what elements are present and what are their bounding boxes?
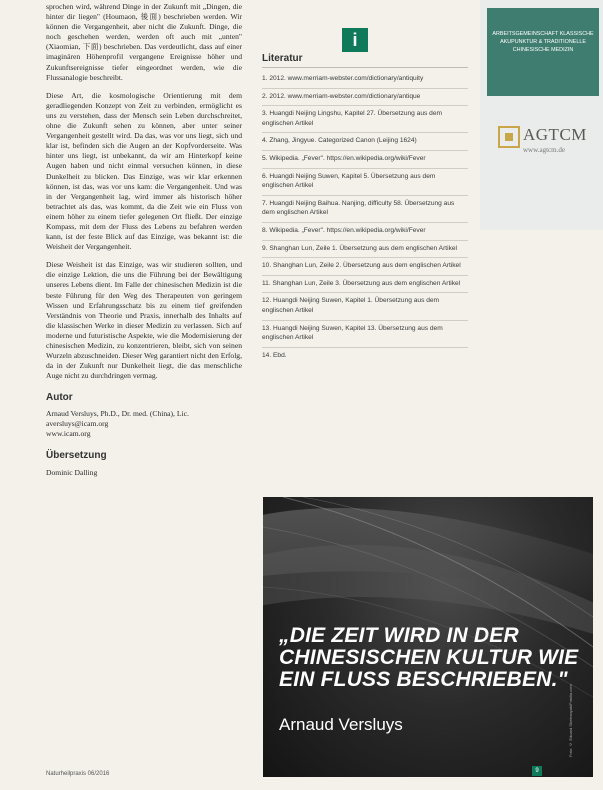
paragraph: Diese Art, die kosmologische Orientierung mit dem geradliegenden Konzept von Zeit zu verbinden, ermöglicht es uns zu verstehen, dass der Mensch sein Leben durchschreitet, ohne die Zukunft sehen zu können, aber unter seiner Vergangenheit gestellt wird. Da das, was vor uns liegt, sich und klar ist, befinden sich die Augen an der Kopfvorderseite. Was hinter uns liegt, ist unbekannt, da wir am Hinterkopf keine Augen haben und nicht einmal versuchen können, in diese Dunkelheit zu blicken. Das Einzige, was wir klar erkennen können, ist das, was vor uns kam: die Vergangenheit. Und was in der Vergangenheit lag, wird immer als historisch höher betrachtet als das, was kommt, da die Zeit wie ein Fluss von einem höher zu einem tiefer gelegenen Ort fließt. Der einzige Kompass, mit dem der Fluss des Lebens zu befahren werden kann, ist der feste Blick auf das Einzige, was bekannt ist: die Weisheit der Vergangenheit. bbox=[46, 90, 242, 252]
pull-quote: „DIE ZEIT WIRD IN DER CHINESISCHEN KULTUR WIE EIN FLUSS BESCHRIEBEN." bbox=[279, 624, 579, 691]
literature-item: 8. Wikipedia. „Fever". https://en.wikipedia.org/wiki/Fever bbox=[262, 223, 468, 241]
literature-item: 13. Huangdi Neijing Suwen, Kapitel 13. Übersetzung aus dem englischen Artikel bbox=[262, 321, 468, 348]
literature-item: 10. Shanghan Lun, Zeile 2. Übersetzung aus dem englischen Artikel bbox=[262, 258, 468, 276]
logo-url[interactable]: www.agtcm.de bbox=[523, 146, 565, 154]
author-website[interactable]: www.icam.org bbox=[46, 429, 91, 439]
literature-item: 11. Shanghan Lun, Zeile 3. Übersetzung aus dem englischen Artikel bbox=[262, 276, 468, 294]
page-footer: Naturheilpraxis 06/2016 bbox=[46, 771, 110, 777]
literature-item: 5. Wikipedia. „Fever". https://en.wikipedia.org/wiki/Fever bbox=[262, 151, 468, 169]
translation-heading: Übersetzung bbox=[46, 450, 107, 462]
literature-item: 1. 2012. www.merriam-webster.com/dictionary/antiquity bbox=[262, 71, 468, 89]
literature-item: 6. Huangdi Neijing Suwen, Kapitel 5. Übersetzung aus dem englischen Artikel bbox=[262, 169, 468, 196]
paragraph: Diese Weisheit ist das Einzige, was wir studieren sollten, und die einzige Lektion, die uns die Führung bei der Bewältigung unseres Lebens dient. Im Falle der chinesischen Medizin ist die beste Führung für den Weg des Therapeuten von geringem Wissen und Erfahrungsschatz bis zu einem tief greifenden Verständnis von Theorie und Praxis, innerhalb des Inhalts auf die klassischen Werke in dieser Medizin zu verlassen. Sich auf moderne und futuristische Aspekte, wie die Modernisierung der chinesischen Medizin, zu konzentrieren, bleibt, sich von seinen Wurzeln abzuschneiden. Dieser Weg garantiert nicht den Erfolg, da in der Zukunft nur Dunkelheit liegt, die das menschliche Auge nicht zu durchdringen vermag. bbox=[46, 260, 242, 381]
literature-item: 14. Ebd. bbox=[262, 351, 287, 359]
literature-item: 3. Huangdi Neijing Lingshu, Kapitel 27. Übersetzung aus dem englischen Artikel bbox=[262, 106, 468, 133]
photo-credit: Foto: © Eduard Shelesnyak/Fotolia.com bbox=[568, 684, 573, 757]
quote-image bbox=[263, 497, 593, 777]
translator-name: Dominic Dalling bbox=[46, 467, 98, 477]
quote-author: Arnaud Versluys bbox=[279, 715, 403, 734]
org-box: ARBEITSGEMEINSCHAFT KLASSISCHE AKUPUNKTUR & TRADITIONELLE CHINESISCHE MEDIZIN bbox=[487, 8, 599, 96]
author-heading: Autor bbox=[46, 392, 73, 404]
article-column bbox=[46, 0, 242, 478]
literature-item: 2. 2012. www.merriam-webster.com/dictionary/antique bbox=[262, 89, 468, 107]
literature-item: 12. Huangdi Neijing Suwen, Kapitel 1. Übersetzung aus dem englischen Artikel bbox=[262, 293, 468, 320]
agtcm-logo-icon bbox=[498, 126, 520, 148]
divider bbox=[262, 67, 468, 68]
literature-item: 9. Shanghan Lun, Zeile 1. Übersetzung aus dem englischen Artikel bbox=[262, 241, 468, 259]
author-info: Arnaud Versluys, Ph.D., Dr. med. (China), Lic. bbox=[46, 409, 189, 419]
literature-item: 4. Zhang, Jingyue. Categorized Canon (Leijing 1624) bbox=[262, 133, 468, 151]
literature-item: 7. Huangdi Neijing Baihua. Nanjing, difficulty 58. Übersetzung aus dem englischen Artikel bbox=[262, 196, 468, 223]
page-number: 9 bbox=[532, 766, 542, 776]
author-email[interactable]: aversluys@icam.org bbox=[46, 419, 109, 429]
paragraph: sprochen wird, während Dinge in der Zukunft mit „Dingen, die hinter dir liegen" (Houmaon, 後面) beschrieben werden. Wir können die Vergangenheit, aber nicht die Zukunft. Dinge, die noch geschehen werden, werden oft auch mit „unten" (Xiaomian, 下面) beschrieben. Das verdeutlicht, dass auf einer imaginären Höhenprofil vergangene Ereignisse höher und Zukunftsereignisse tiefer eingeordnet werden, wie die Flussanalogie beschreibt. bbox=[46, 2, 242, 82]
literature-title: Literatur bbox=[262, 53, 303, 64]
info-icon: i bbox=[342, 28, 368, 52]
logo-name: AGTCM bbox=[523, 125, 587, 144]
literature-list bbox=[262, 71, 468, 364]
